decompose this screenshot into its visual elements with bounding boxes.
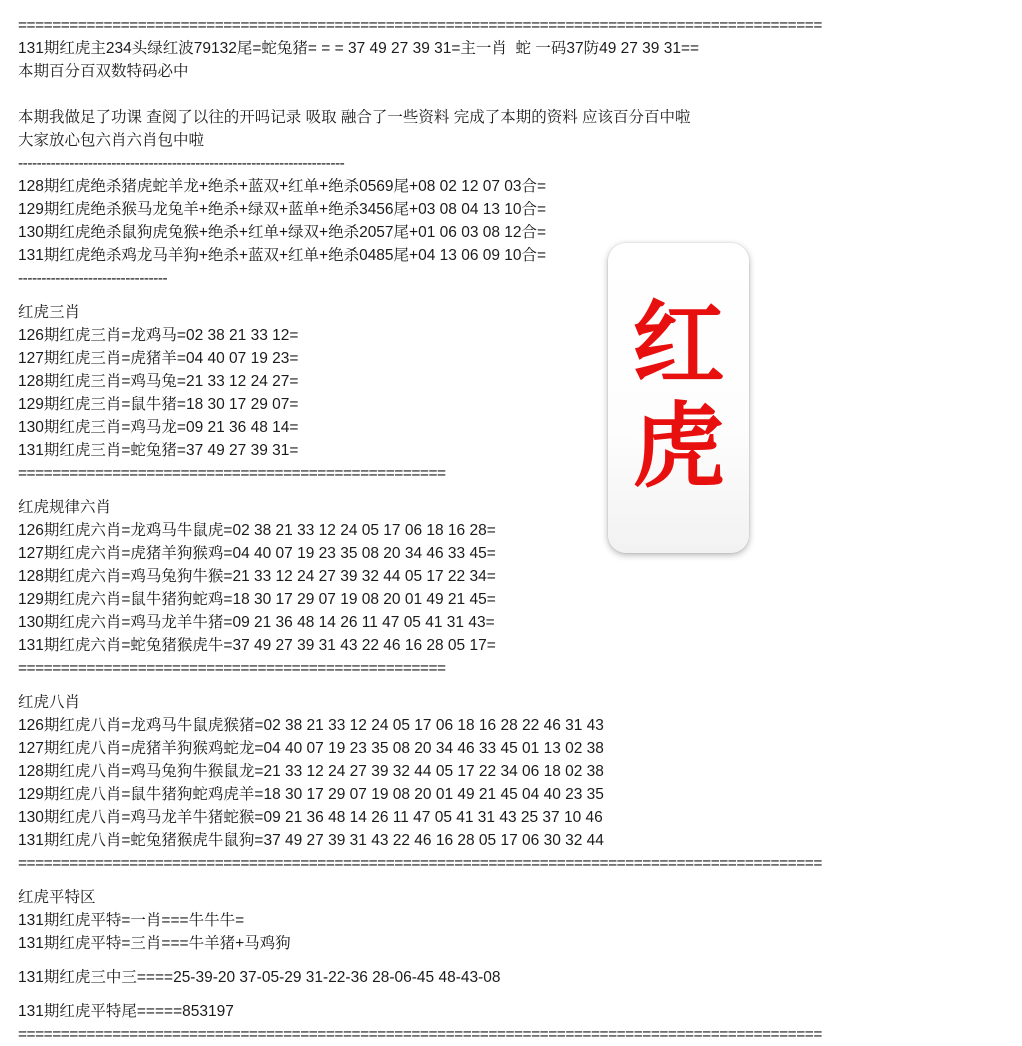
- logo-character-hong: 红: [632, 290, 725, 399]
- dash-separator-2: --------------------------------: [18, 270, 168, 287]
- three-xiao-row-1: 126期红虎三肖=龙鸡马=02 38 21 33 12=: [18, 327, 299, 344]
- separator-mid-2: ==================================================: [18, 660, 446, 677]
- eight-xiao-row-1: 126期红虎八肖=龙鸡马牛鼠虎猴猪=02 38 21 33 12 24 05 17 06 18 16 28 22 46 31 43: [18, 717, 604, 734]
- six-xiao-row-1: 126期红虎六肖=龙鸡马牛鼠虎=02 38 21 33 12 24 05 17 06 18 16 28=: [18, 522, 496, 539]
- header-line-4: 大家放心包六肖六肖包中啦: [18, 132, 205, 149]
- six-xiao-row-6: 131期红虎六肖=蛇兔猪猴虎牛=37 49 27 39 31 43 22 46 16 28 05 17=: [18, 637, 496, 654]
- eight-xiao-row-6: 131期红虎八肖=蛇兔猪猴虎牛鼠狗=37 49 27 39 31 43 22 46 16 28 05 17 06 30 32 44: [18, 832, 604, 849]
- three-xiao-row-5: 130期红虎三肖=鸡马龙=09 21 36 48 14=: [18, 419, 299, 436]
- three-xiao-row-2: 127期红虎三肖=虎猪羊=04 40 07 19 23=: [18, 350, 299, 367]
- three-xiao-row-6: 131期红虎三肖=蛇兔猪=37 49 27 39 31=: [18, 442, 299, 459]
- separator-mid-1: ==================================================: [18, 465, 446, 482]
- eight-xiao-row-2: 127期红虎八肖=虎猪羊狗猴鸡蛇龙=04 40 07 19 23 35 08 20 34 46 33 45 01 13 02 38: [18, 740, 604, 757]
- six-xiao-row-5: 130期红虎六肖=鸡马龙羊牛猪=09 21 36 48 14 26 11 47 05 41 31 43=: [18, 614, 495, 631]
- ping-te-row-2: 131期红虎平特=三肖===牛羊猪+马鸡狗: [18, 935, 291, 952]
- kill-row-4: 131期红虎绝杀鸡龙马羊狗+绝杀+蓝双+红单+绝杀0485尾+04 13 06 09 10合=: [18, 247, 547, 264]
- spacer-6: [18, 955, 1008, 966]
- separator-bottom-2: ==============================================================================================: [18, 1026, 822, 1043]
- kill-row-2: 129期红虎绝杀猴马龙兔羊+绝杀+绿双+蓝单+绝杀3456尾+03 08 04 13 10合=: [18, 201, 547, 218]
- six-xiao-row-2: 127期红虎六肖=虎猪羊狗猴鸡=04 40 07 19 23 35 08 20 34 46 33 45=: [18, 545, 496, 562]
- kill-row-1: 128期红虎绝杀猪虎蛇羊龙+绝杀+蓝双+红单+绝杀0569尾+08 02 12 07 03合=: [18, 178, 547, 195]
- document-body: [18, 14, 1008, 1046]
- three-xiao-row-3: 128期红虎三肖=鸡马兔=21 33 12 24 27=: [18, 373, 299, 390]
- logo-character-hu: 虎: [632, 392, 725, 500]
- ping-te-row-4: 131期红虎平特尾=====853197: [18, 1003, 234, 1020]
- eight-xiao-row-4: 129期红虎八肖=鼠牛猪狗蛇鸡虎羊=18 30 17 29 07 19 08 20 01 49 21 45 04 40 23 35: [18, 786, 604, 803]
- spacer-2: [18, 290, 1008, 301]
- eight-xiao-row-5: 130期红虎八肖=鸡马龙羊牛猪蛇猴=09 21 36 48 14 26 11 47 05 41 31 43 25 37 10 46: [18, 809, 603, 826]
- spacer-4: [18, 680, 1008, 691]
- header-line-2: 本期百分百双数特码必中: [18, 63, 189, 80]
- section-title-ping-te: 红虎平特区: [18, 889, 96, 906]
- separator-bottom-1: ==============================================================================================: [18, 855, 822, 872]
- six-xiao-row-3: 128期红虎六肖=鸡马兔狗牛猴=21 33 12 24 27 39 32 44 05 17 22 34=: [18, 568, 496, 585]
- header-line-1: 131期红虎主234头绿红波79132尾=蛇兔猪= = = 37 49 27 39 31=主一肖 蛇 一码37防49 27 39 31==: [18, 40, 700, 57]
- section-title-three-xiao: 红虎三肖: [18, 304, 81, 321]
- kill-row-3: 130期红虎绝杀鼠狗虎兔猴+绝杀+红单+绿双+绝杀2057尾+01 06 03 08 12合=: [18, 224, 547, 241]
- ping-te-row-1: 131期红虎平特=一肖===牛牛牛=: [18, 912, 245, 929]
- header-line-3: 本期我做足了功课 查阅了以往的开吗记录 吸取 融合了一些资料 完成了本期的资料 应该百分百中啦: [18, 109, 691, 126]
- spacer-1: [18, 83, 1008, 106]
- red-tiger-logo-card: [608, 243, 749, 553]
- six-xiao-row-4: 129期红虎六肖=鼠牛猪狗蛇鸡=18 30 17 29 07 19 08 20 01 49 21 45=: [18, 591, 496, 608]
- ping-te-row-3: 131期红虎三中三====25-39-20 37-05-29 31-22-36 28-06-45 48-43-08: [18, 969, 501, 986]
- separator-top: ==============================================================================================: [18, 17, 822, 34]
- three-xiao-row-4: 129期红虎三肖=鼠牛猪=18 30 17 29 07=: [18, 396, 299, 413]
- spacer-5: [18, 875, 1008, 886]
- spacer-7: [18, 989, 1008, 1000]
- spacer-3: [18, 485, 1008, 496]
- dash-separator-1: ----------------------------------------------------------------------: [18, 155, 345, 172]
- section-title-eight-xiao: 红虎八肖: [18, 694, 81, 711]
- eight-xiao-row-3: 128期红虎八肖=鸡马兔狗牛猴鼠龙=21 33 12 24 27 39 32 44 05 17 22 34 06 18 02 38: [18, 763, 604, 780]
- section-title-six-xiao: 红虎规律六肖: [18, 499, 112, 516]
